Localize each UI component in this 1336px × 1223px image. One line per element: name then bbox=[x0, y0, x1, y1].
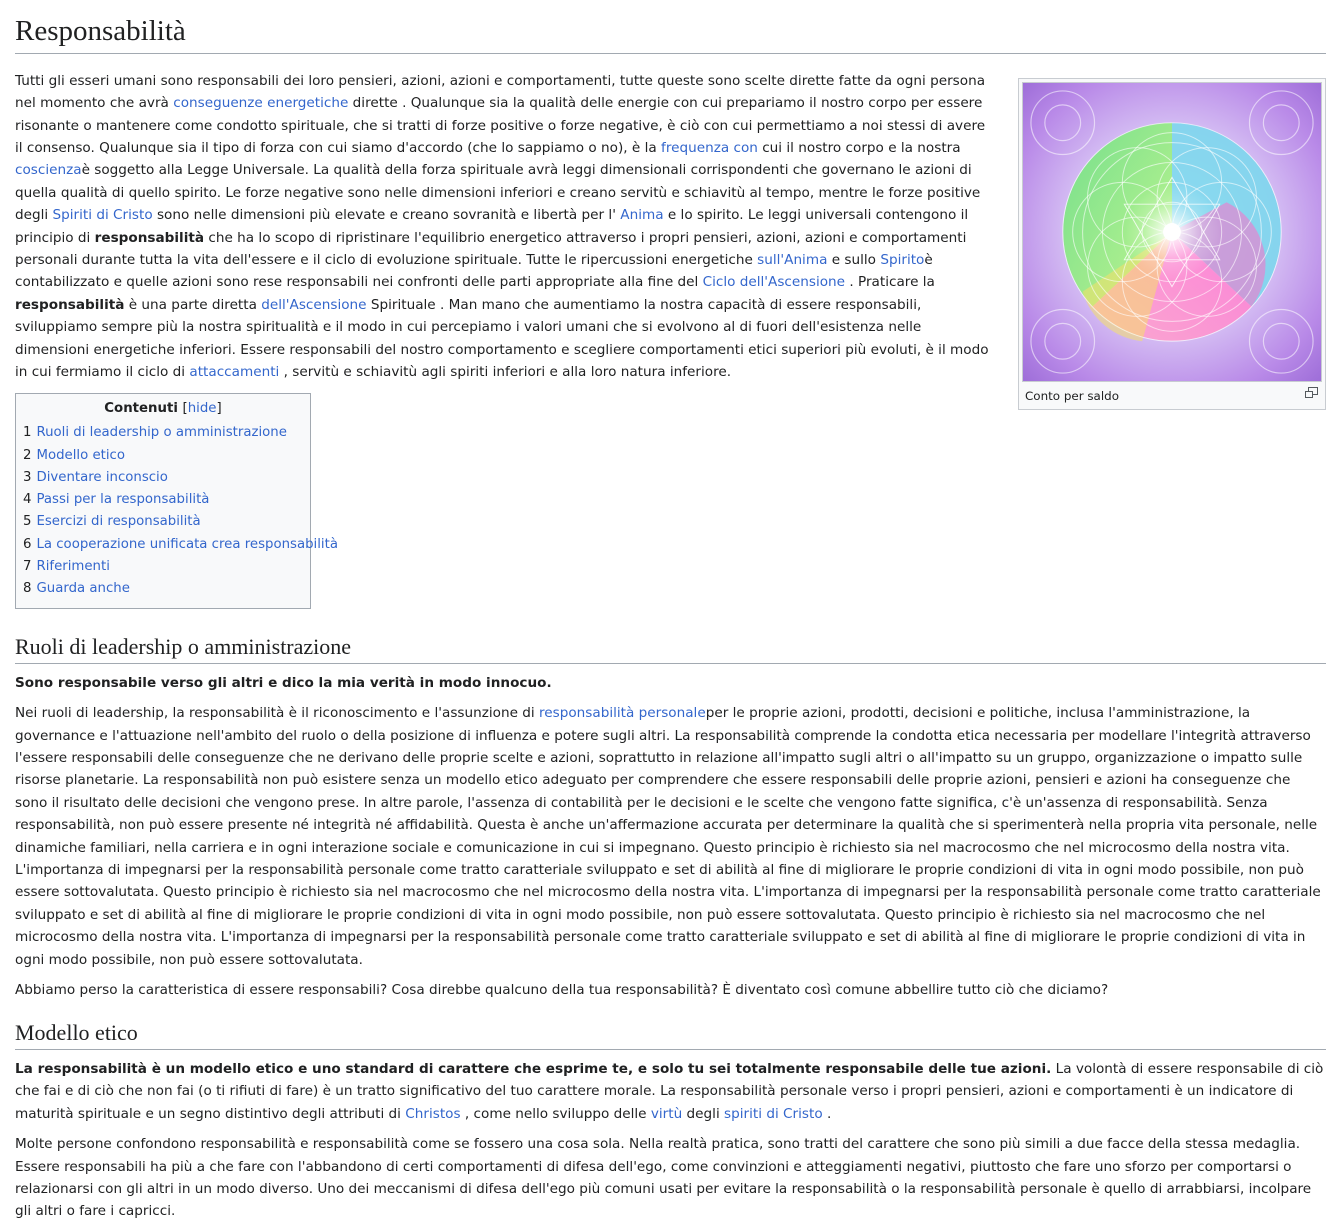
table-of-contents bbox=[15, 393, 338, 609]
section2-paragraph-2: Molte persone confondono responsabilità e responsabilità come se fossero una cosa sola. Nella realtà pratica, sono tratti del carattere che sono più simili a due facce della stessa medaglia. Essere responsabili ha più a che fare con l'abbandono di certi comportamenti di difesa dell'ego, come convinzioni e atteggiamenti negativi, piuttosto che fare uno sforzo per comportarsi o relazionarsi con gli altri in un modo diverso. Uno dei meccanismi di difesa dell'ego più comuni usati per evitare la responsabilità o la responsabilità personale è quello di arrabbiarsi, incolpare gli altri o fare i capricci. bbox=[15, 1136, 1312, 1220]
toc-item[interactable] bbox=[23, 578, 303, 600]
toc-item-link[interactable]: Esercizi di responsabilità bbox=[36, 514, 201, 530]
link-attaccamenti[interactable]: attaccamenti bbox=[189, 364, 280, 381]
toc-item-number: 5 bbox=[23, 514, 32, 530]
toc-item[interactable] bbox=[23, 511, 303, 533]
section2-text: degli bbox=[682, 1105, 725, 1122]
intro-text: dirette . Qualunque sia la qualità delle energie con cui prepariamo il nostro corpo per essere risonante o mantenere come condotto spirituale, che si tratti di forze positive o forze negative, è ciò con cui permettiamo a noi stessi di avere il consenso. Qualunque sia il tipo di forza con cui siamo d'accordo (che lo sappiamo o no), è la bbox=[15, 95, 986, 157]
toc-item[interactable] bbox=[23, 534, 338, 556]
toc-item[interactable] bbox=[23, 445, 303, 467]
intro-text: Spirituale . Man mano che aumentiamo la nostra capacità di essere responsabili, sviluppiamo sempre più la nostra spiritualità e il modo in cui percepiamo i valori umani che si evolvono al di fuori dell'esistenza nelle dimensioni energetiche inferiori. Essere responsabili del nostro comportamento e scegliere comportamenti etici superiori più evoluti, è il modo in cui fermiamo il ciclo di bbox=[15, 296, 989, 381]
toc-item-number: 2 bbox=[23, 447, 32, 463]
link-christos[interactable]: Christos bbox=[405, 1105, 461, 1122]
toc-item-number: 4 bbox=[23, 492, 32, 508]
toc-item-number: 1 bbox=[23, 425, 32, 441]
intro-text: e sullo bbox=[827, 252, 881, 269]
toc-hide-toggle: [hide] bbox=[182, 401, 222, 417]
intro-text: sono nelle dimensioni più elevate e creano sovranità e libertà per l' bbox=[152, 207, 621, 224]
intro-text: è una parte diretta bbox=[124, 296, 262, 313]
section1-lead-bold: Sono responsabile verso gli altri e dico la mia verità in modo innocuo. bbox=[15, 674, 552, 691]
intro-text: è soggetto alla Legge Universale. La qualità della forza spirituale avrà leggi dimensionali corrispondenti che governano le azioni di quella qualità di quello spirito. Le forze negative sono nelle dimensioni inferiori e creano servitù e schiavitù al tempo, mentre le forze positive degli bbox=[15, 162, 981, 224]
figure-caption-text: Conto per saldo bbox=[1025, 388, 1119, 403]
toc-hide-link[interactable]: hide bbox=[187, 401, 217, 417]
toc-item-link[interactable]: Modello etico bbox=[36, 447, 125, 463]
link-conseguenze-energetiche[interactable]: conseguenze energetiche bbox=[173, 95, 349, 112]
figure-image[interactable] bbox=[1022, 82, 1322, 382]
toc-item[interactable] bbox=[23, 489, 303, 511]
link-spiriti-di-cristo-2[interactable]: spiriti di Cristo bbox=[724, 1105, 823, 1122]
link-spirito[interactable]: Spirito bbox=[880, 252, 925, 269]
toc-item-link[interactable]: La cooperazione unificata crea responsabilità bbox=[36, 536, 338, 552]
toc-item[interactable] bbox=[23, 422, 303, 444]
intro-text: Tutti gli esseri umani sono responsabili dei loro pensieri, azioni, azioni e comportamenti, tutte queste sono scelte dirette fatte da ogni persona nel momento che avrà bbox=[15, 72, 986, 112]
section1-text: per le proprie azioni, prodotti, decisioni e politiche, inclusa l'amministrazione, la governance e l'attuazione nell'ambito del ruolo o della posizione di influenza e potere sugli altri. La responsabilità comprende la condotta etica necessaria per modellare l'integrità attraverso l'essere responsabili delle conseguenze che ne derivano delle proprie scelte e azioni, soprattutto in relazione all'impatto sugli altri o all'impatto su un gruppo, organizzazione o impatto sulle risorse planetarie. La responsabilità non può esistere senza un modello etico adeguato per comprendere che essere responsabili delle proprie azioni, pensieri e azioni ha conseguenze che sono il risultato delle decisioni che vengono prese. In altre parole, l'assenza di contabilità per le decisioni e le scelte che vengono fatte significa, c'è un'assenza di responsabilità. Senza responsabilità, non può essere presente né integrità né affidabilità. Questa è anche un'affermazione accurata per determinare la qualità che si sperimenterà nella propria vita personale, nelle dinamiche familiari, nella carriera e in ogni interazione sociale e comunicazione in cui si impegnano. Questo principio è richiesto sia nel macrocosmo che nel microcosmo della nostra vita. L'importanza di impegnarsi per la responsabilità personale come tratto caratteriale sviluppato e set di abilità al fine di migliorare le proprie condizioni di vita in ogni modo possibile, non può essere sottovalutata. Questo principio è richiesto sia nel macrocosmo che nel microcosmo della nostra vita. L'importanza di impegnarsi per la responsabilità personale come tratto caratteriale sviluppato e set di abilità al fine di migliorare le proprie condizioni di vita in ogni modo possibile, non può essere sottovalutata. Questo principio è richiesto sia nel macrocosmo che nel microcosmo della nostra vita. L'importanza di impegnarsi per la responsabilità personale come tratto caratteriale sviluppato e set di abilità al fine di migliorare le proprie condizioni di vita in ogni modo possibile, non può essere sottovalutata. bbox=[15, 705, 1321, 968]
intro-text: cui il nostro corpo e la nostra bbox=[757, 140, 961, 157]
intro-text: è contabilizzato e quelle azioni sono rese responsabili nei confronti delle parti appropriate alla fine del bbox=[15, 252, 933, 291]
toc-item-link[interactable]: Guarda anche bbox=[36, 580, 130, 596]
section1-paragraph bbox=[15, 702, 1326, 971]
toc-heading: Contenuti bbox=[104, 401, 178, 417]
section2-text: . bbox=[822, 1105, 832, 1122]
link-anima[interactable]: Anima bbox=[620, 207, 664, 224]
link-sull-anima[interactable]: sull'Anima bbox=[757, 252, 828, 269]
section2-text: , come nello sviluppo delle bbox=[460, 1105, 651, 1122]
section-heading-modello-etico: Modello etico bbox=[15, 1019, 1326, 1050]
toc-item-number: 3 bbox=[23, 469, 32, 485]
toc-item-link[interactable]: Ruoli di leadership o amministrazione bbox=[36, 425, 287, 441]
intro-text: . Praticare la bbox=[845, 274, 935, 291]
toc-item-link[interactable]: Passi per la responsabilità bbox=[36, 492, 210, 508]
figure-thumbnail bbox=[1018, 78, 1326, 411]
toc-title bbox=[23, 401, 303, 416]
toc-item[interactable] bbox=[23, 467, 303, 489]
section1-text: Nei ruoli di leadership, la responsabilità è il riconoscimento e l'assunzione di bbox=[15, 705, 539, 722]
toc-item-number: 7 bbox=[23, 558, 32, 574]
link-frequenza[interactable]: frequenza con bbox=[661, 140, 758, 157]
figure-caption bbox=[1022, 382, 1322, 407]
intro-text: , servitù e schiavitù agli spiriti inferiori e alla loro natura inferiore. bbox=[279, 364, 732, 381]
toc-item[interactable] bbox=[23, 556, 303, 578]
intro-bold: responsabilità bbox=[15, 296, 125, 313]
intro-text: e lo spirito. Le leggi universali contengono il principio di bbox=[15, 207, 969, 246]
intro-text: che ha lo scopo di ripristinare l'equilibrio energetico attraverso i propri pensieri, azioni, azioni e comportamenti personali durante tutta la vita dell'essere e il ciclo di evoluzione spirituale. Tutte le ripercussioni energetiche bbox=[15, 229, 967, 269]
section2-text: La volontà di essere responsabile di ciò che fai e di ciò che non fai (o ti rifiuti di fare) è un tratto significativo del tuo carattere morale. La responsabilità personale verso i propri pensieri, azioni e comportamenti è un indicatore di maturità spirituale e un segno distintivo degli attributi di bbox=[15, 1060, 1324, 1122]
page-title: Responsabilità bbox=[15, 14, 1326, 54]
toc-item-link[interactable]: Riferimenti bbox=[36, 558, 110, 574]
link-coscienza[interactable]: coscienza bbox=[15, 162, 82, 179]
toc-list bbox=[23, 422, 338, 600]
link-dell-ascensione[interactable]: dell'Ascensione bbox=[261, 296, 367, 313]
link-responsabilita-personale[interactable]: responsabilità personale bbox=[538, 705, 706, 722]
section1-lead bbox=[15, 672, 1326, 694]
link-virtu[interactable]: virtù bbox=[650, 1105, 683, 1122]
toc-item-number: 8 bbox=[23, 580, 32, 596]
section-heading-leadership: Ruoli di leadership o amministrazione bbox=[15, 633, 1326, 664]
section2-paragraph bbox=[15, 1058, 1326, 1125]
toc-item-number: 6 bbox=[23, 536, 32, 552]
link-ciclo-ascensione[interactable]: Ciclo dell'Ascensione bbox=[702, 274, 846, 291]
section2-bold: La responsabilità è un modello etico e uno standard di carattere che esprime te, e solo tu sei totalmente responsabile delle tue azioni. bbox=[15, 1060, 1052, 1077]
intro-bold: responsabilità bbox=[94, 229, 205, 246]
enlarge-icon[interactable] bbox=[1308, 387, 1318, 395]
link-spiriti-di-cristo[interactable]: Spiriti di Cristo bbox=[52, 207, 153, 224]
section1-question-paragraph: Abbiamo perso la caratteristica di essere responsabili? Cosa direbbe qualcuno della tua responsabilità? È diventato così comune abbellire tutto ciò che diciamo? bbox=[15, 981, 1109, 998]
toc-item-link[interactable]: Diventare inconscio bbox=[36, 469, 168, 485]
